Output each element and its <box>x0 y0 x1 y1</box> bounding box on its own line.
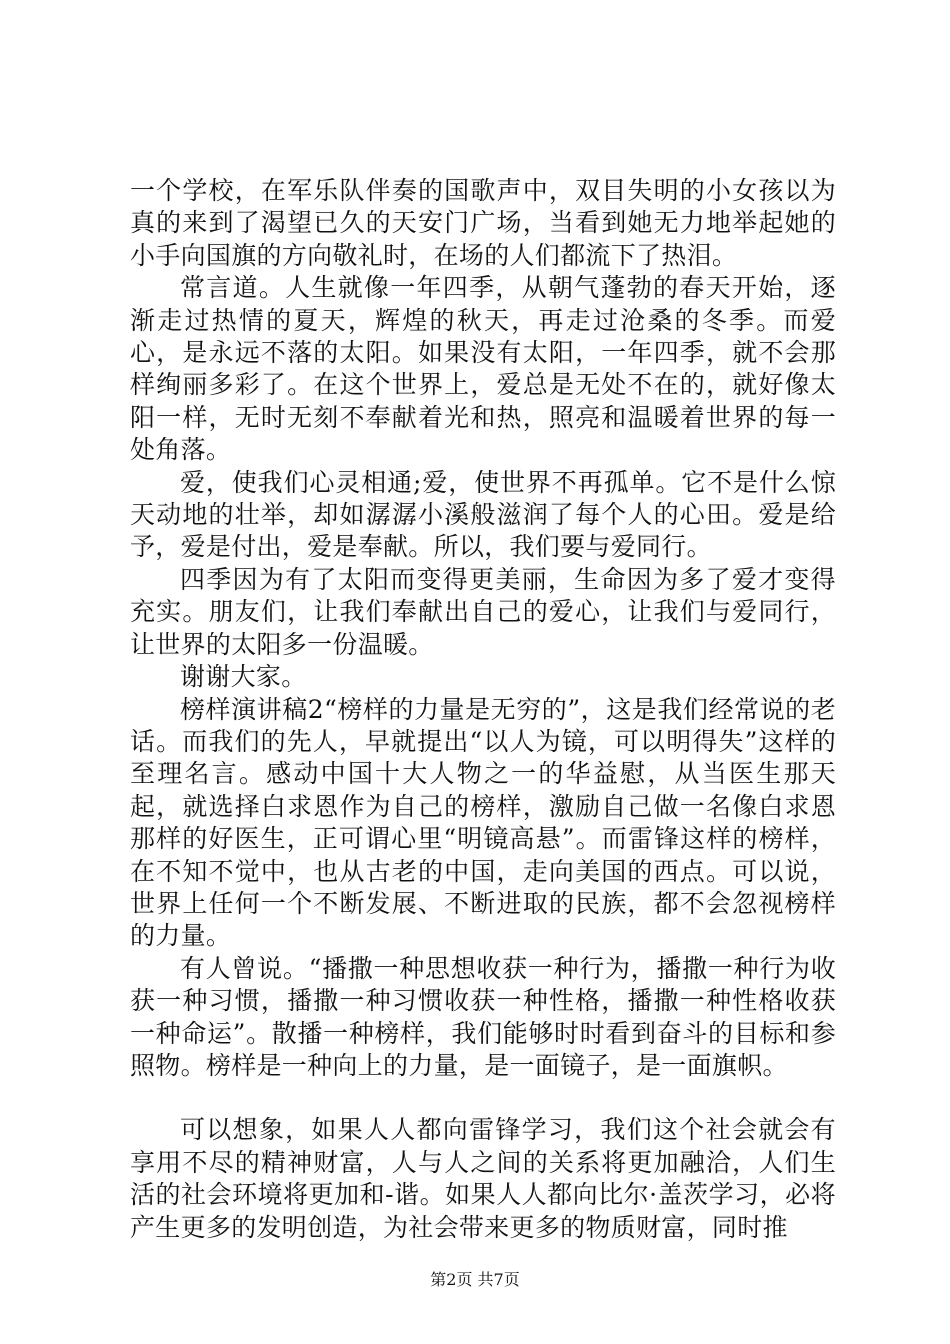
paragraph: 榜样演讲稿2“榜样的力量是无穷的”，这是我们经常说的老话。而我们的先人，早就提出“以人为镜，可以明得失”这样的至理名言。感动中国十大人物之一的华益慰，从当医生那天起，就选择白求恩作为自己的榜样，激励自己做一名像白求恩那样的好医生，正可谓心里“明镜高悬”。而雷锋这样的榜样，在不知不觉中，也从古老的中国，走向美国的西点。可以说，世界上任何一个不断发展、不断进取的民族，都不会忽视榜样的力量。 <box>130 694 836 951</box>
paragraph-continued: 一个学校，在军乐队伴奏的国歌声中，双目失明的小女孩以为真的来到了渴望已久的天安门广场，当看到她无力地举起她的小手向国旗的方向敬礼时，在场的人们都流下了热泪。 <box>130 176 836 270</box>
paragraph: 可以想象，如果人人都向雷锋学习，我们这个社会就会有享用不尽的精神财富，人与人之间的关系将更加融洽，人们生活的社会环境将更加和-谐。如果人人都向比尔·盖茨学习，必将产生更多的发明创造，为社会带来更多的物质财富，同时推 <box>130 1115 836 1242</box>
paragraph: 常言道。人生就像一年四季，从朝气蓬勃的春天开始，逐渐走过热情的夏天，辉煌的秋天，再走过沧桑的冬季。而爱心，是永远不落的太阳。如果没有太阳，一年四季，就不会那样绚丽多彩了。在这个世界上，爱总是无处不在的，就好像太阳一样，无时无刻不奉献着光和热，照亮和温暖着世界的每一处角落。 <box>130 273 836 465</box>
paragraph: 四季因为有了太阳而变得更美丽，生命因为多了爱才变得充实。朋友们，让我们奉献出自己的爱心，让我们与爱同行，让世界的太阳多一份温暖。 <box>130 564 836 659</box>
paragraph: 爱，使我们心灵相通;爱，使世界不再孤单。它不是什么惊天动地的壮举，却如潺潺小溪般滋润了每个人的心田。爱是给予，爱是付出，爱是奉献。所以，我们要与爱同行。 <box>130 467 836 562</box>
paragraph: 有人曾说。“播撒一种思想收获一种行为，播撒一种行为收获一种习惯，播撒一种习惯收获一种性格，播撒一种性格收获一种命运”。散播一种榜样，我们能够时时看到奋斗的目标和参照物。榜样是一种向上的力量，是一面镜子，是一面旗帜。 <box>130 953 836 1080</box>
document-body <box>130 175 836 1244</box>
page-number-footer: 第2页 共7页 <box>430 1270 520 1289</box>
paragraph: 谢谢大家。 <box>180 662 307 692</box>
